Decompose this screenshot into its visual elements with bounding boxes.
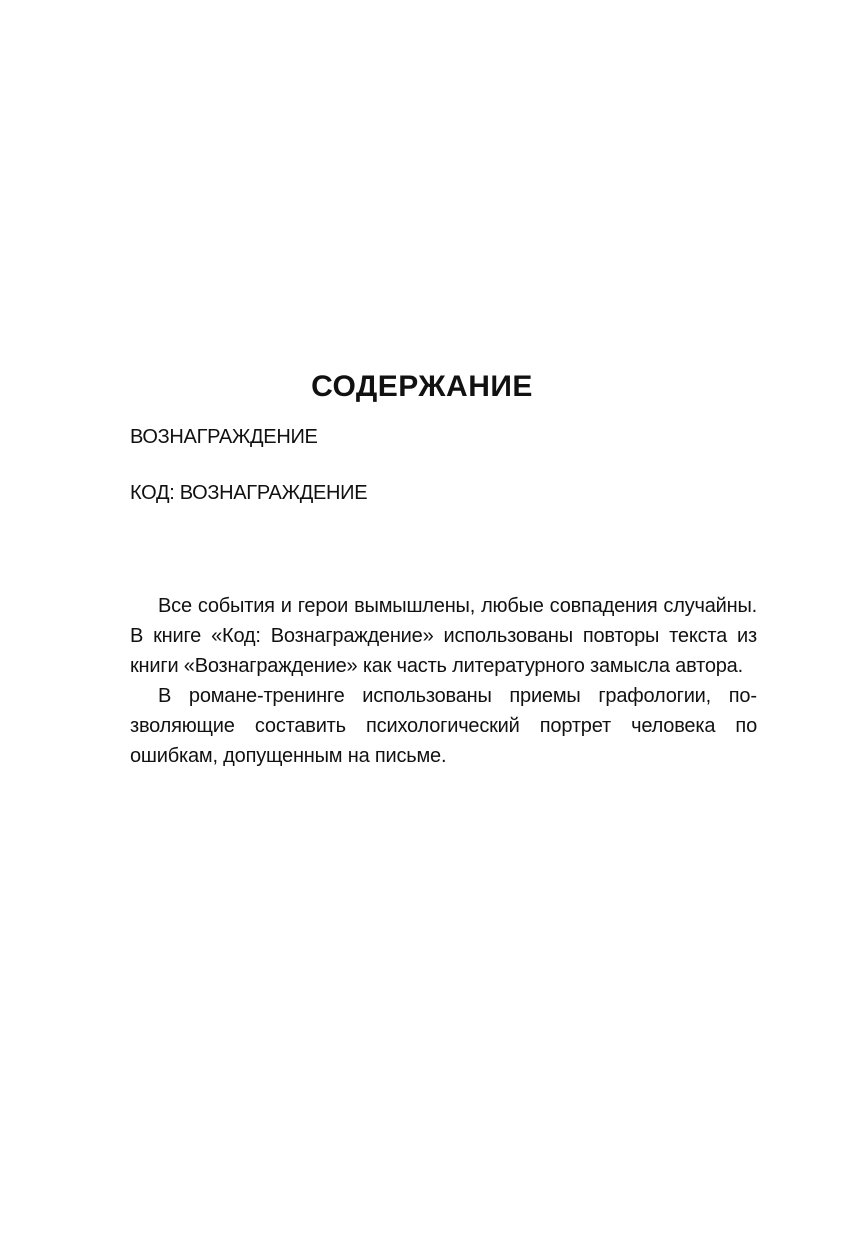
contents-item-code-reward: КОД: ВОЗНАГРАЖДЕНИЕ: [130, 482, 368, 504]
contents-list: [130, 425, 367, 537]
disclaimer-note: [130, 591, 757, 771]
contents-item-reward: ВОЗНАГРАЖДЕНИЕ: [130, 426, 318, 448]
contents-title: СОДЕРЖАНИЕ: [311, 370, 533, 403]
disclaimer-paragraph-graphology: В романе-тренинге использованы приемы графологии, позволяющие составить психологический портрет человека по ошибкам, допущенным на письме.: [130, 685, 757, 767]
disclaimer-paragraph-fiction: Все события и герои вымышлены, любые совпадения случайны. В книге «Код: Вознаграждение» использованы повторы текста из книги «Вознаграждение» как часть литературного замысла автора.: [130, 595, 757, 677]
